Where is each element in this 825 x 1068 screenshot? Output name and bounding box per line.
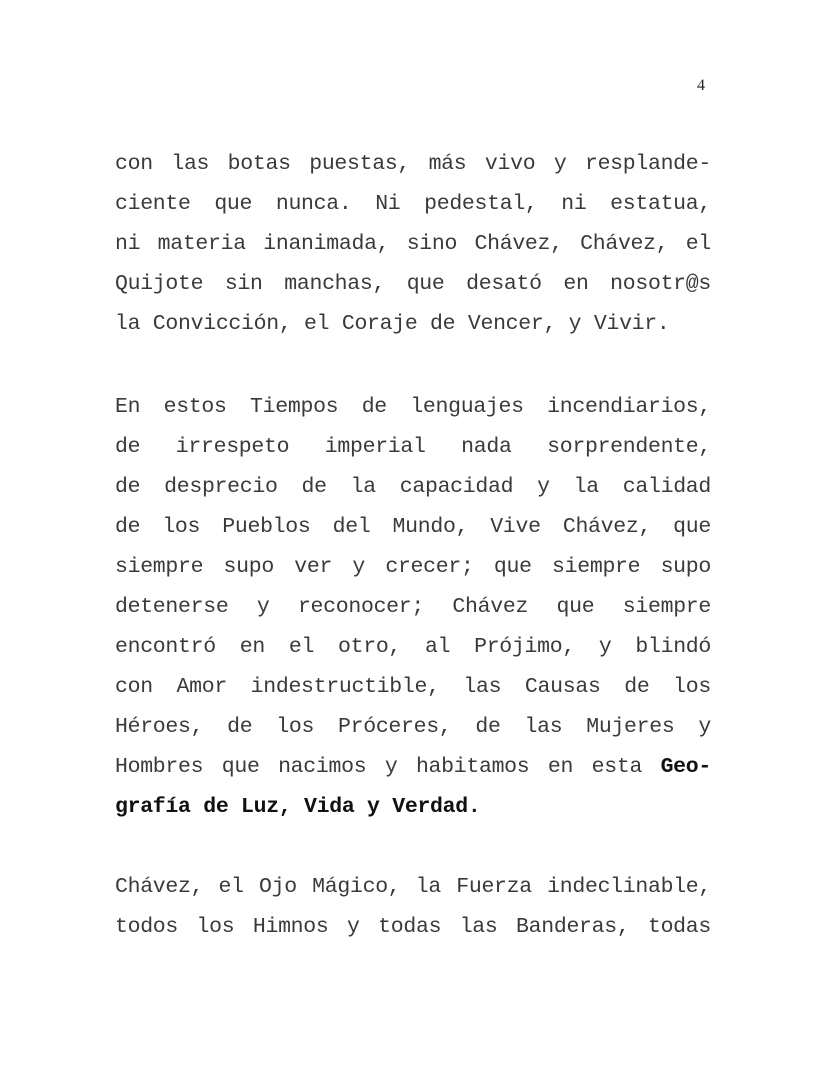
text-line: de irrespeto imperial nada sorprendente, xyxy=(115,435,711,459)
text-line: ni materia inanimada, sino Chávez, Chávez, el xyxy=(115,232,711,256)
text-segment: Hombres que nacimos y habitamos en esta xyxy=(115,755,661,779)
text-line-mixed xyxy=(115,747,711,787)
text-line: Héroes, de los Próceres, de las Mujeres y xyxy=(115,715,711,739)
text-line: Chávez, el Ojo Mágico, la Fuerza indeclinable, xyxy=(115,875,711,899)
page-number: 4 xyxy=(697,77,705,94)
text-line: con Amor indestructible, las Causas de los xyxy=(115,675,711,699)
text-line: con las botas puestas, más vivo y resplande- xyxy=(115,152,711,176)
text-line: detenerse y reconocer; Chávez que siempre xyxy=(115,595,711,619)
text-line: siempre supo ver y crecer; que siempre supo xyxy=(115,555,711,579)
text-line: de desprecio de la capacidad y la calidad xyxy=(115,475,711,499)
text-line: todos los Himnos y todas las Banderas, todas xyxy=(115,915,711,939)
text-line: Quijote sin manchas, que desató en nosotr@s xyxy=(115,272,711,296)
paragraph-2 xyxy=(115,387,711,827)
paragraph-1 xyxy=(115,144,711,344)
text-line: de los Pueblos del Mundo, Vive Chávez, que xyxy=(115,515,711,539)
bold-phrase: Geo- xyxy=(660,755,711,779)
paragraph-3 xyxy=(115,867,711,947)
bold-phrase-line: grafía de Luz, Vida y Verdad. xyxy=(115,795,481,819)
text-line: encontró en el otro, al Prójimo, y blindó xyxy=(115,635,711,659)
text-line: En estos Tiempos de lenguajes incendiarios, xyxy=(115,395,711,419)
text-line: la Convicción, el Coraje de Vencer, y Vivir. xyxy=(115,312,670,336)
text-line: ciente que nunca. Ni pedestal, ni estatua, xyxy=(115,192,711,216)
